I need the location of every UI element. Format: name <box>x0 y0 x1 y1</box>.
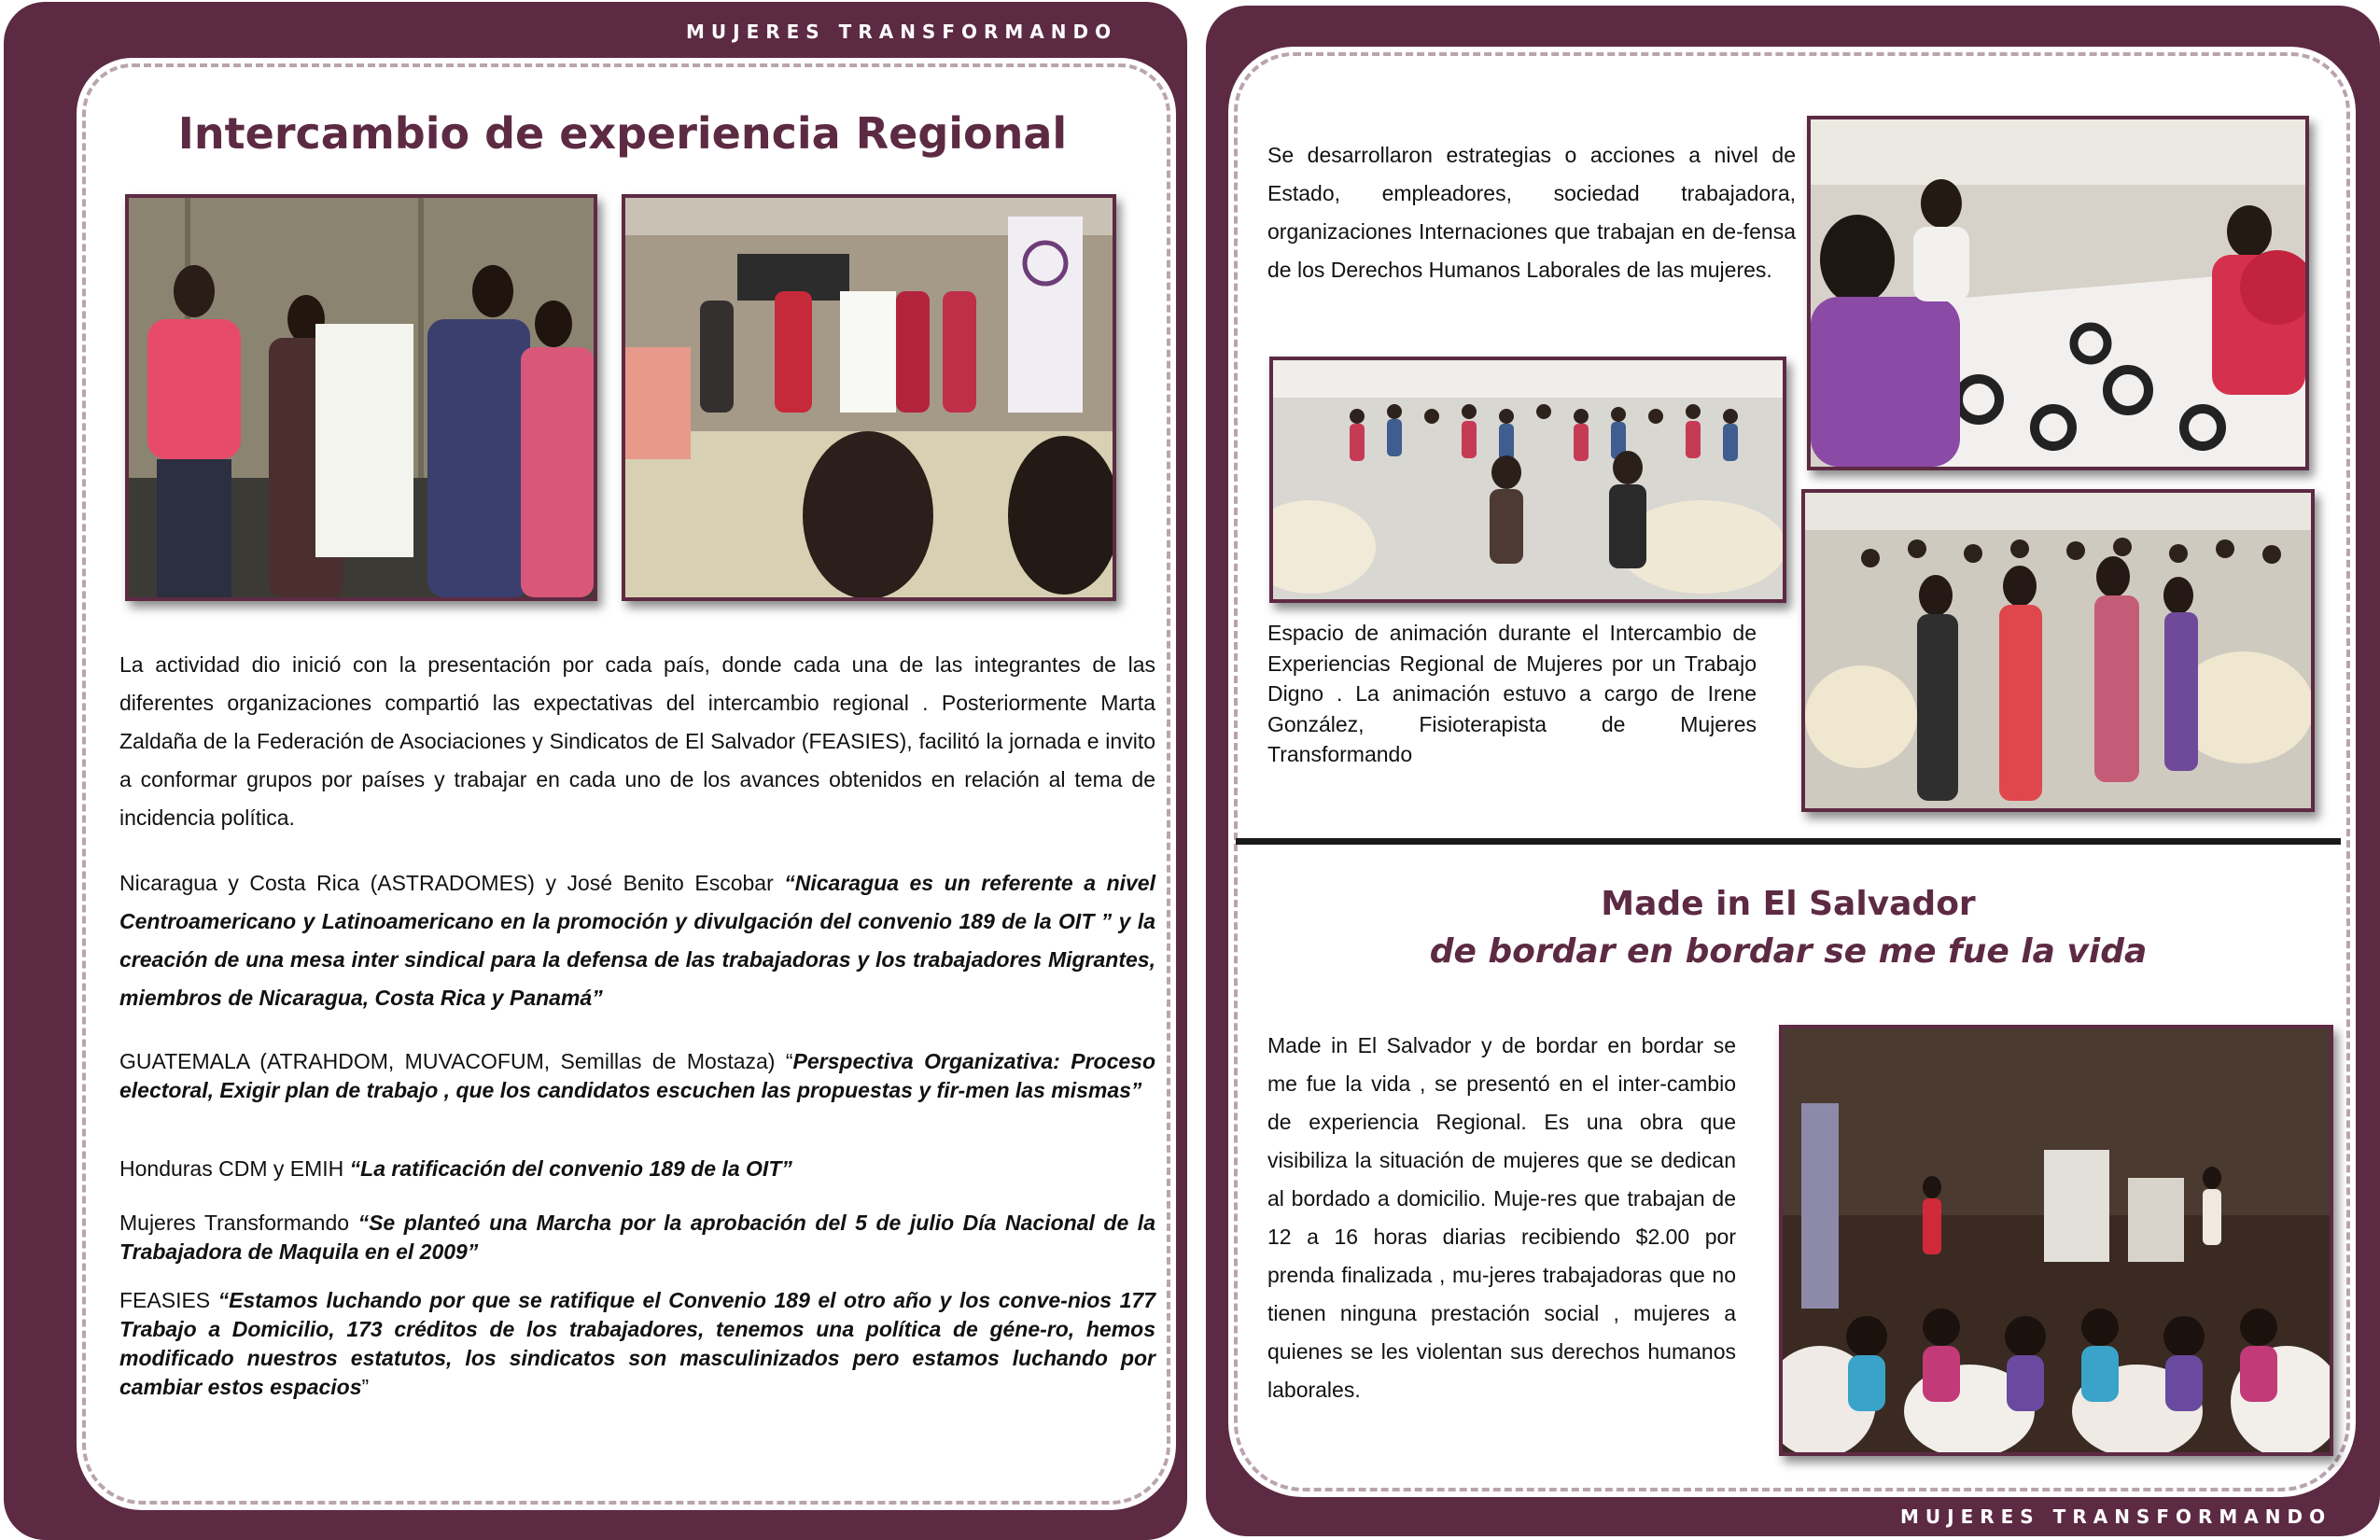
left-item-guatemala <box>119 1047 1155 1105</box>
item-quote: “La ratificación del convenio 189 de la OIT” <box>349 1156 792 1181</box>
section-subtitle: de bordar en bordar se me fue la vida <box>1429 932 2148 971</box>
photo-meeting-room <box>622 194 1116 601</box>
item-quote: “Se planteó una Marcha por la aprobación del 5 de julio Día Nacional de la Trabajadora de Maquila en el 2009” <box>119 1211 1155 1264</box>
item-lead: Honduras CDM y EMIH <box>119 1156 350 1181</box>
left-intro-paragraph: La actividad dio inició con la presentación por cada país, donde cada una de las integrantes de las diferentes organizaciones compartió las expectativas del intercambio regional . Posteriormente Marta Zaldaña de la Federación de Asociaciones y Sindicatos de El Salvador (FEASIES), facilitó la jornada e invito a conformar grupos por países y trabajar en cada uno de los avances obtenidos en relación al tema de incidencia política. <box>119 652 1155 830</box>
left-item-nicaragua <box>119 864 1155 1017</box>
brand-footer: MUJERES TRANSFORMANDO <box>1900 1505 2332 1528</box>
right-strategies-paragraph: Se desarrollaron estrategias o acciones a nivel de Estado, empleadores, sociedad trabajadora, organizaciones Internaciones que trabajan en de-fensa de los Derechos Humanos Laborales de las mujeres. <box>1267 143 1796 282</box>
brand-header: MUJERES TRANSFORMANDO <box>686 21 1118 43</box>
item-lead: Mujeres Transformando <box>119 1211 358 1235</box>
photo-group-presentation <box>125 194 597 601</box>
item-quote: Perspectiva Organizativa: Proceso electoral, Exigir plan de trabajo , que los candidatos escuchen las propuestas y fir-men las mismas” <box>119 1049 1155 1102</box>
photo-play-performance <box>1779 1025 2333 1456</box>
item-lead: Nicaragua y Costa Rica (ASTRADOMES) y José Benito Escobar <box>119 871 785 895</box>
left-item-feasies <box>119 1286 1155 1402</box>
photo-animation-dance-close <box>1801 489 2315 812</box>
left-item-mujeres-transformando <box>119 1209 1155 1267</box>
item-quote: “Estamos luchando por que se ratifique el Convenio 189 el otro año y los conve-nios 177 Trabajo a Domicilio, 173 créditos de los trabajadores, tenemos una política de géne-ro, hemos modificado nuestros estatutos, los sindicatos son masculinizados pero estamos luchando por cambiar estos espacios <box>119 1288 1155 1399</box>
photo-animation-dance-wide <box>1269 357 1786 603</box>
section-divider <box>1236 838 2341 845</box>
item-lead: GUATEMALA (ATRAHDOM, MUVACOFUM, Semillas de Mostaza) “ <box>119 1049 793 1073</box>
made-in-el-salvador-paragraph: Made in El Salvador y de bordar en bordar se me fue la vida , se presentó en el inter-cambio de experiencia Regional. Es una obra que visibiliza la situación de mujeres que se dedican al bordado a domicilio. Muje-res que trabajan de 12 a 16 horas diarias recibiendo $2.00 por prenda finalizada , mu-jeres trabajadoras que no tienen ninguna prestación social , mujeres a quienes se les violentan sus derechos humanos laborales. <box>1267 1033 1736 1402</box>
photo-workshop-table <box>1807 116 2309 470</box>
photo-caption: Espacio de animación durante el Intercambio de Experiencias Regional de Mujeres por un Trabajo Digno . La animación estuvo a cargo de Irene González, Fisioterapista de Mujeres Transformando <box>1267 621 1757 766</box>
item-tail: ” <box>361 1375 370 1399</box>
left-item-honduras <box>119 1155 1155 1183</box>
section-title: Made in El Salvador <box>1601 885 1976 923</box>
left-title: Intercambio de experiencia Regional <box>177 108 1068 159</box>
item-quote: “Nicaragua es un referente a nivel Centroamericano y Latinoamericano en la promoción y divulgación del convenio 189 de la OIT ” y la creación de una mesa inter sindical para la defensa de las trabajadoras y los trabajadores Migrantes, miembros de Nicaragua, Costa Rica y Panamá” <box>119 871 1155 1010</box>
item-lead: FEASIES <box>119 1288 218 1312</box>
